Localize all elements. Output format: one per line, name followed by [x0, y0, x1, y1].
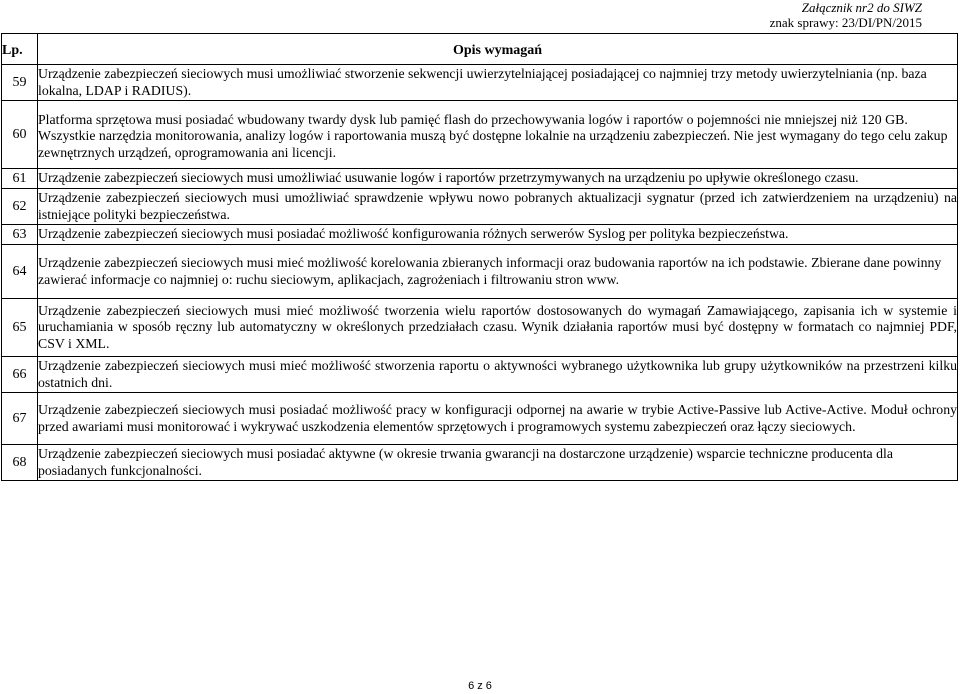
table-row — [2, 225, 958, 245]
case-number: znak sprawy: 23/DI/PN/2015 — [769, 15, 922, 30]
row-number: 62 — [2, 189, 38, 225]
table-row — [2, 169, 958, 189]
row-description: Urządzenie zabezpieczeń sieciowych musi posiadać aktywne (w okresie trwania gwarancji na dostarczone urządzenie) wsparcie techniczne producenta dla posiadanych funkcjonalności. — [38, 445, 958, 481]
row-number: 64 — [2, 245, 38, 299]
row-description: Urządzenie zabezpieczeń sieciowych musi posiadać możliwość pracy w konfiguracji odpornej na awarie w trybie Active-Passive lub Active-Active. Moduł ochrony przed awariami musi monitorować i wykrywać uszkodzenia elementów sprzętowych i programowych systemu zabezpieczeń oraz łączy sieciowych. — [38, 393, 958, 445]
document-header — [770, 0, 922, 30]
row-number: 63 — [2, 225, 38, 245]
row-number: 59 — [2, 65, 38, 101]
table-row — [2, 445, 958, 481]
row-number: 60 — [2, 101, 38, 169]
row-description: Urządzenie zabezpieczeń sieciowych musi umożliwiać usuwanie logów i raportów przetrzymywanych na urządzeniu po upływie określonego czasu. — [38, 169, 958, 189]
row-description: Urządzenie zabezpieczeń sieciowych musi mieć możliwość stworzenia raportu o aktywności wybranego użytkownika lub grupy użytkowników na przestrzeni kilku ostatnich dni. — [38, 357, 958, 393]
page-number: 6 z 6 — [468, 680, 492, 692]
table-row — [2, 357, 958, 393]
table-row — [2, 393, 958, 445]
table-row — [2, 245, 958, 299]
row-number: 68 — [2, 445, 38, 481]
table-row — [2, 189, 958, 225]
table-row — [2, 65, 958, 101]
table-row — [2, 101, 958, 169]
row-description: Urządzenie zabezpieczeń sieciowych musi mieć możliwość tworzenia wielu raportów dostosowanych do wymagań Zamawiającego, zapisania ich w systemie i uruchamiania w sposób ręczny lub automatyczny w określonych przedziałach czasu. Wynik działania raportów musi być dostępny w formatach co najmniej PDF, CSV i XML. — [38, 299, 958, 357]
row-description: Urządzenie zabezpieczeń sieciowych musi mieć możliwość korelowania zbieranych informacji oraz budowania raportów na ich podstawie. Zbierane dane powinny zawierać informacje co najmniej o: ruchu sieciowym, aplikacjach, zagrożeniach i filtrowaniu stron www. — [38, 245, 958, 299]
row-number: 65 — [2, 299, 38, 357]
row-number: 66 — [2, 357, 38, 393]
row-description-text: Platforma sprzętowa musi posiadać wbudowany twardy dysk lub pamięć flash do przechowywania logów i raportów o pojemności nie mniejszej niż 120 GB. Wszystkie narzędzia monitorowania, analizy logów i raportowania muszą być dostępne lokalnie na urządzeniu zabezpieczeń. Nie jest wymagany do tego celu zakup zewnętrznych urządzeń, oprogramowania ani licencji. — [38, 111, 948, 160]
requirements-table — [1, 33, 958, 481]
row-description: Urządzenie zabezpieczeń sieciowych musi posiadać możliwość konfigurowania różnych serwerów Syslog per polityka bezpieczeństwa. — [38, 225, 958, 245]
table-row — [2, 299, 958, 357]
attachment-label: Załącznik nr2 do SIWZ — [801, 0, 922, 15]
table-header-row — [2, 34, 958, 65]
row-number: 61 — [2, 169, 38, 189]
row-number: 67 — [2, 393, 38, 445]
row-description: Urządzenie zabezpieczeń sieciowych musi umożliwiać stworzenie sekwencji uwierzytelniającej posiadającej co najmniej trzy metody uwierzytelniania (np. baza lokalna, LDAP i RADIUS). — [38, 65, 958, 101]
row-description: Urządzenie zabezpieczeń sieciowych musi umożliwiać sprawdzenie wpływu nowo pobranych aktualizacji sygnatur (przed ich zatwierdzeniem na urządzeniu) na istniejące polityki bezpieczeństwa. — [38, 189, 958, 225]
column-header-description: Opis wymagań — [38, 34, 958, 65]
row-description — [38, 101, 958, 169]
column-header-lp: Lp. — [2, 34, 38, 65]
